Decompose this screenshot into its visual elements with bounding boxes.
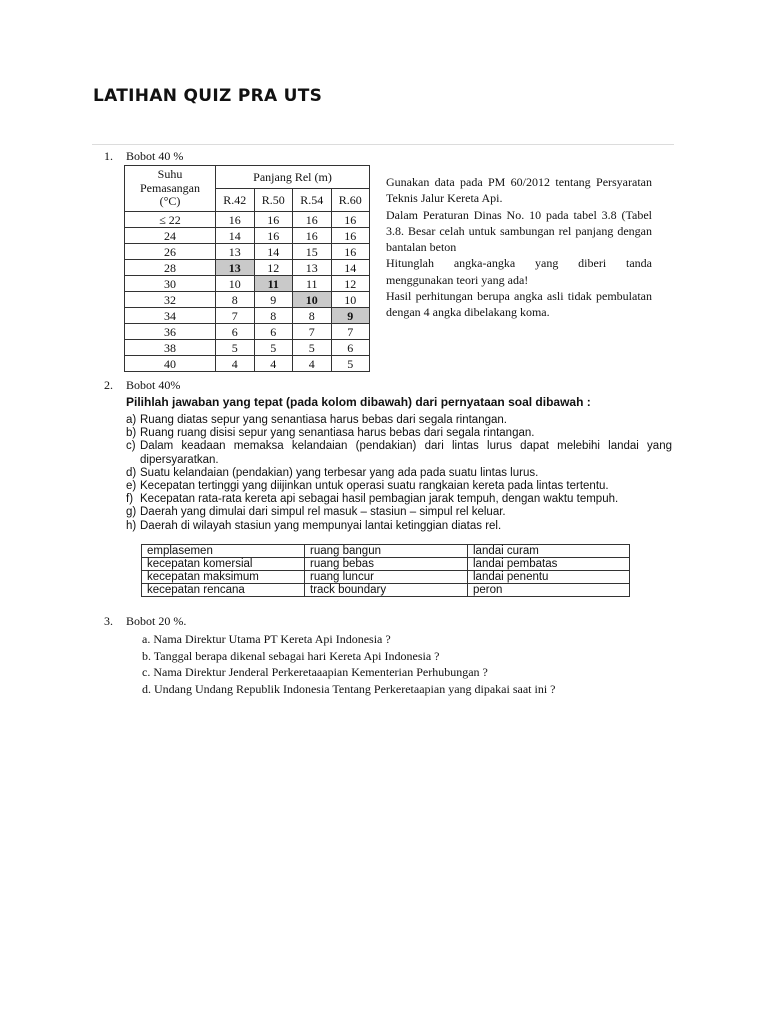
temp-column-header: Suhu Pemasangan (°C) xyxy=(125,166,216,212)
q2-statements xyxy=(126,414,672,533)
table-row: kecepatan rencana track boundary peron xyxy=(142,584,630,597)
q1-paragraph: Gunakan data pada PM 60/2012 tentang Persyaratan Teknis Jalur Kereta Api. xyxy=(386,175,652,206)
q1-instructions xyxy=(386,174,652,321)
list-item: e) Kecepatan tertinggi yang diijinkan untuk operasi suatu rangkaian kereta pada lintas tertentu. xyxy=(126,480,609,493)
q1-header: Bobot 40 % xyxy=(126,149,184,163)
page-title: LATIHAN QUIZ PRA UTS xyxy=(93,86,323,106)
list-item: c. Nama Direktur Jenderal Perkeretaaapian Kementerian Perhubungan ? xyxy=(142,665,488,679)
rail-type-header: R.60 xyxy=(331,189,370,212)
divider xyxy=(92,144,674,145)
table-row: kecepatan maksimum ruang luncur landai penentu xyxy=(142,571,630,584)
list-item: b) Ruang ruang disisi sepur yang senantiasa harus bebas dari segala rintangan. xyxy=(126,427,535,440)
q1-number: 1. xyxy=(104,149,113,163)
table-row: 28 13 12 13 14 xyxy=(125,260,370,276)
table-row: 32 8 9 10 10 xyxy=(125,292,370,308)
q3-number: 3. xyxy=(104,614,113,628)
list-item: g) Daerah yang dimulai dari simpul rel masuk – stasiun – simpul rel keluar. xyxy=(126,506,506,519)
list-item: h) Daerah di wilayah stasiun yang mempunyai lantai ketinggian diatas rel. xyxy=(126,519,502,532)
list-item: f) Kecepatan rata-rata kereta api sebagai hasil pembagian jarak tempuh, dengan waktu tempuh. xyxy=(126,493,619,506)
table-row: 36 6 6 7 7 xyxy=(125,324,370,340)
table-row: 30 10 11 11 12 xyxy=(125,276,370,292)
table-row: 40 4 4 4 5 xyxy=(125,356,370,372)
rail-type-header: R.50 xyxy=(254,189,293,212)
q3-questions xyxy=(142,631,555,697)
q2-number: 2. xyxy=(104,378,113,392)
q2-header: Bobot 40% xyxy=(126,378,181,392)
answer-options-table xyxy=(141,544,630,597)
q2-instruction: Pilihlah jawaban yang tepat (pada kolom dibawah) dari pernyataan soal dibawah : xyxy=(126,395,591,409)
list-item: d) Suatu kelandaian (pendakian) yang terbesar yang ada pada suatu lintas lurus. xyxy=(126,466,539,479)
highlighted-cell: 10 xyxy=(293,292,332,308)
table-row: 34 7 8 8 9 xyxy=(125,308,370,324)
rail-type-header: R.54 xyxy=(293,189,332,212)
table-row: 38 5 5 5 6 xyxy=(125,340,370,356)
list-item: a. Nama Direktur Utama PT Kereta Api Indonesia ? xyxy=(142,632,391,646)
q1-paragraph: Hitunglah angka-angka yang diberi tanda menggunakan teori yang ada! xyxy=(386,256,652,287)
rail-length-group-header: Panjang Rel (m) xyxy=(216,166,370,189)
list-item: d. Undang Undang Republik Indonesia Tentang Perkeretaapian yang dipakai saat ini ? xyxy=(142,681,556,696)
highlighted-cell: 13 xyxy=(216,260,255,276)
q1-paragraph: Dalam Peraturan Dinas No. 10 pada tabel 3.8 (Tabel 3.8. Besar celah untuk sambungan rel panjang dengan bantalan beton xyxy=(386,207,652,255)
rail-gap-table xyxy=(124,165,370,372)
q1-paragraph: Hasil perhitungan berupa angka asli tidak pembulatan dengan 4 angka dibelakang koma. xyxy=(386,289,652,320)
list-item: a) Ruang diatas sepur yang senantiasa harus bebas dari segala rintangan. xyxy=(126,414,507,426)
table-row: ≤ 22 16 16 16 16 xyxy=(125,212,370,228)
table-row: 24 14 16 16 16 xyxy=(125,228,370,244)
q3-header: Bobot 20 %. xyxy=(126,614,187,628)
highlighted-cell: 11 xyxy=(254,276,293,292)
table-row: kecepatan komersial ruang bebas landai pembatas xyxy=(142,558,630,571)
list-item: b. Tanggal berapa dikenal sebagai hari Kereta Api Indonesia ? xyxy=(142,648,440,663)
table-row: emplasemen ruang bangun landai curam xyxy=(142,545,630,558)
rail-type-header: R.42 xyxy=(216,189,255,212)
list-item: c) Dalam keadaan memaksa kelandaian (pendakian) dari lintas lurus dapat melebihi landai yang dipersyaratkan. xyxy=(126,440,672,466)
table-row: 26 13 14 15 16 xyxy=(125,244,370,260)
highlighted-cell: 9 xyxy=(331,308,370,324)
